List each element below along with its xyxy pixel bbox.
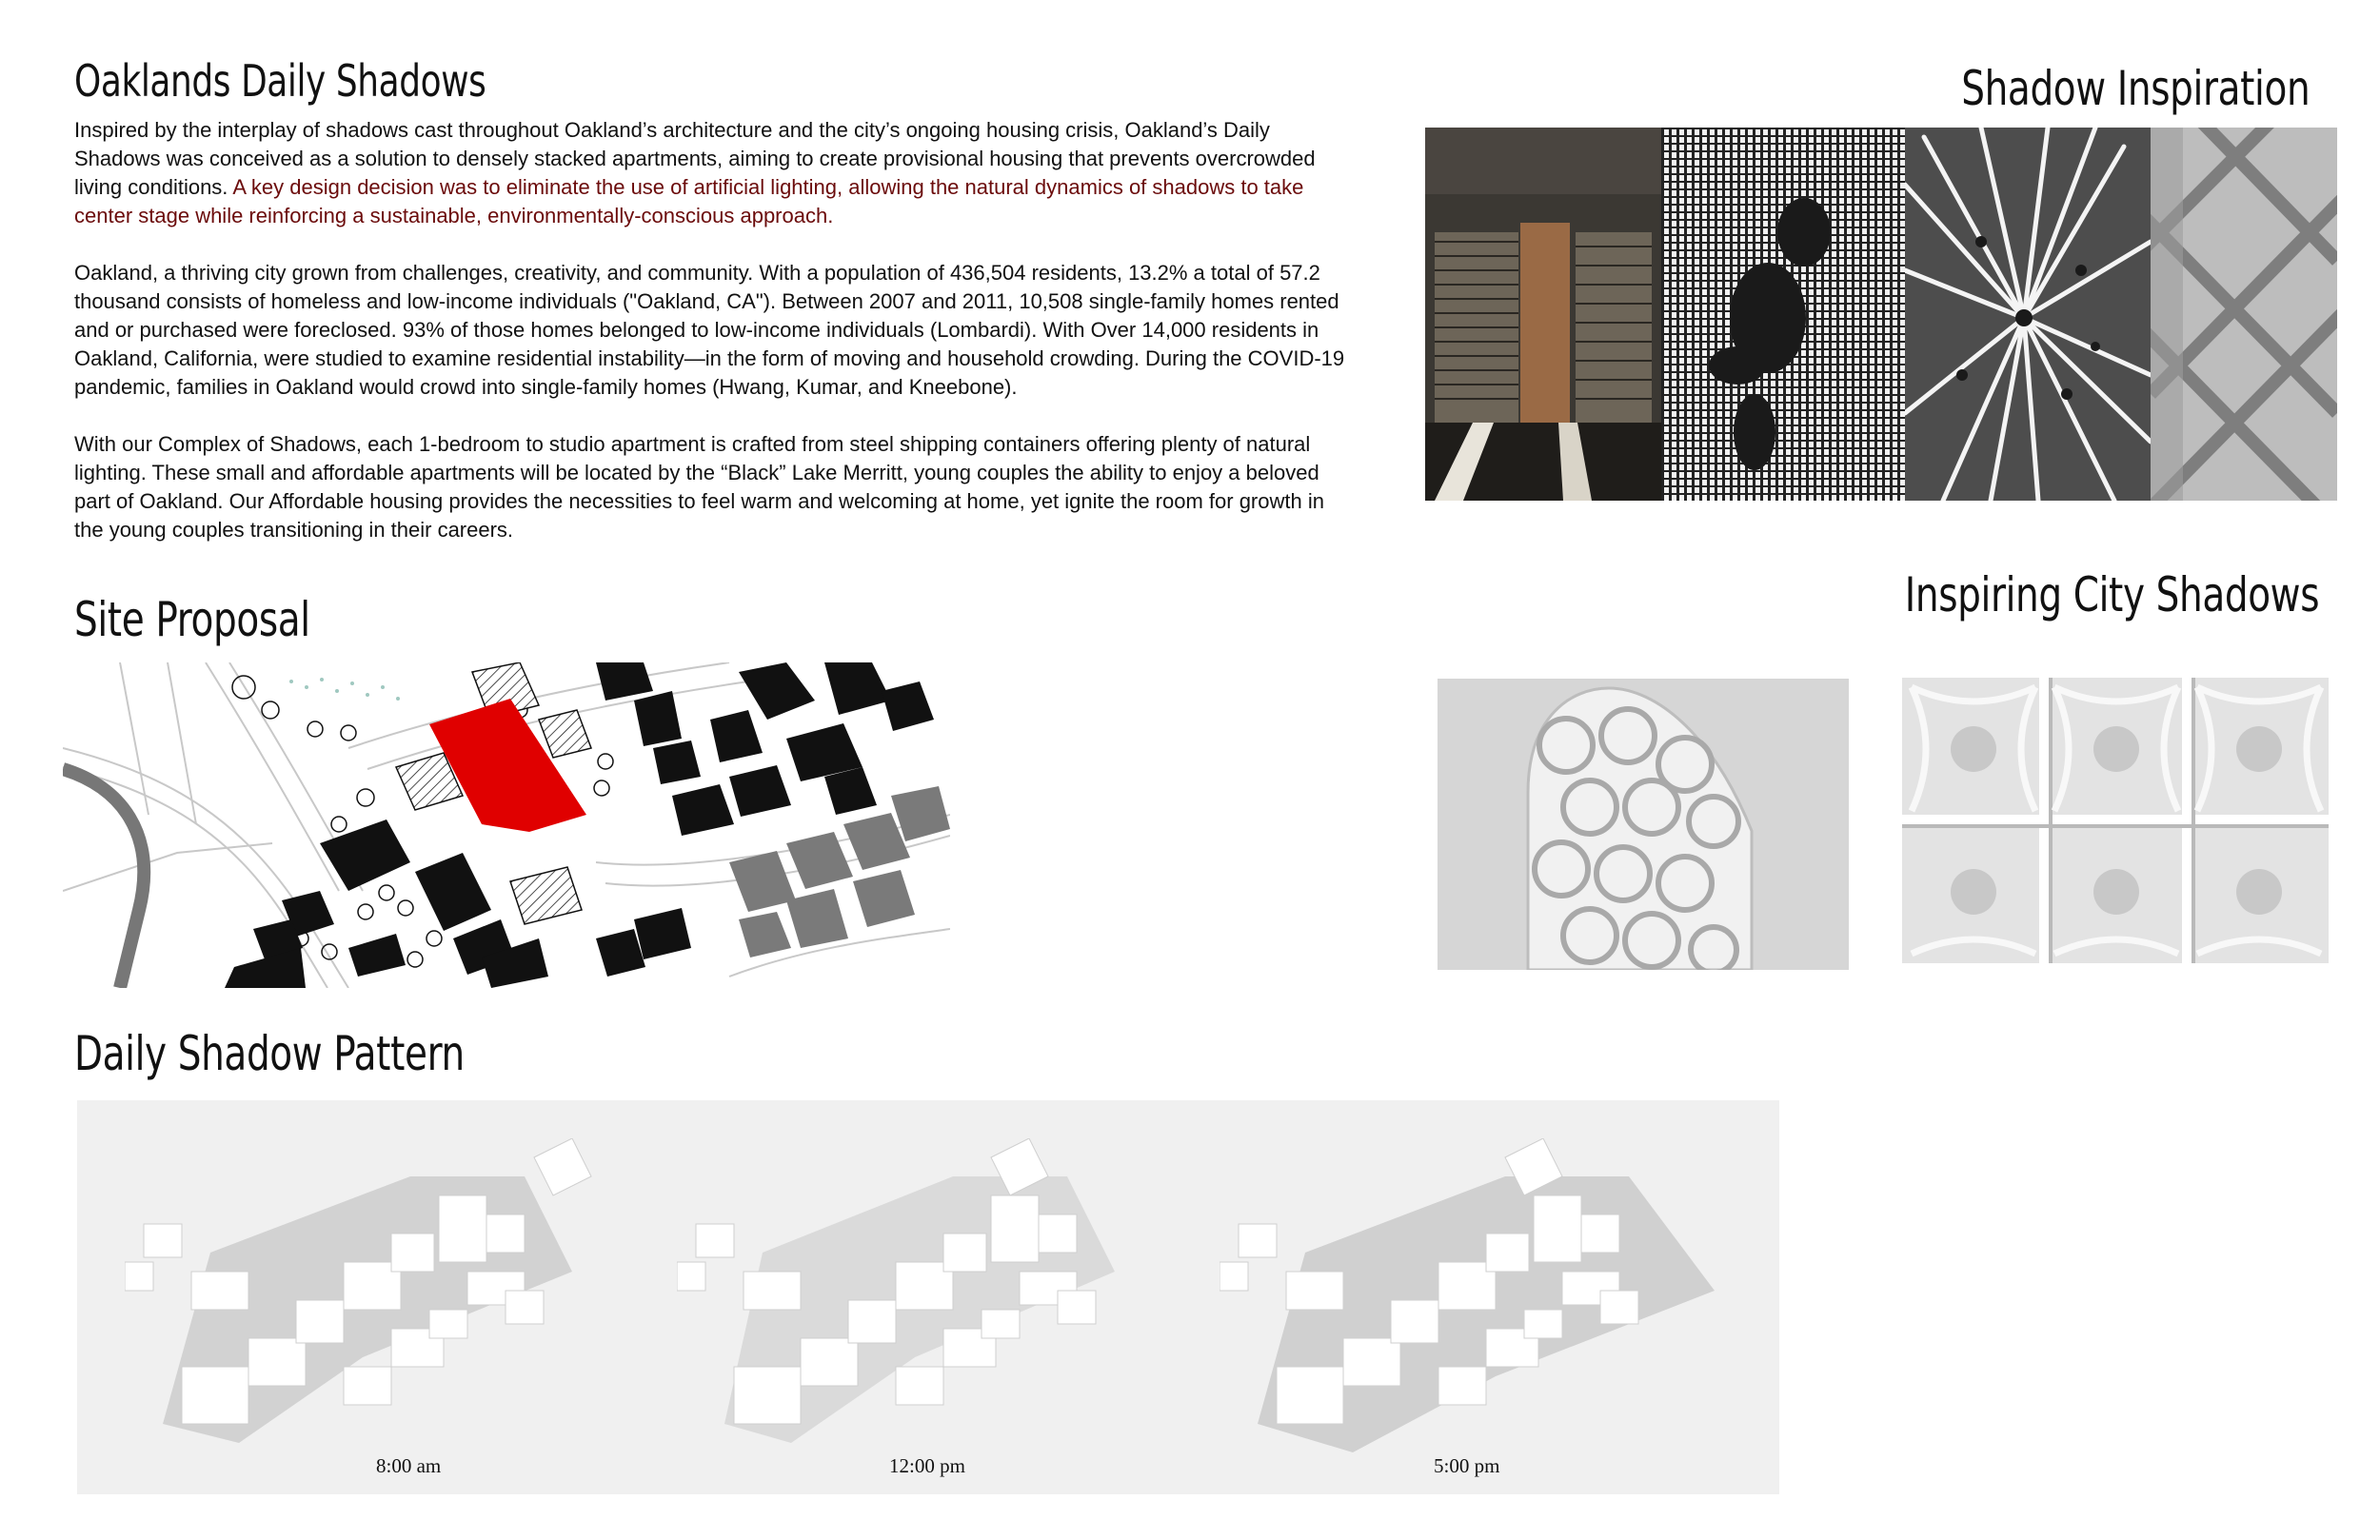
inspiration-photo-grating-figure	[1661, 128, 1905, 501]
shadow-inspiration-collage	[1425, 128, 2337, 501]
intro-paragraph-1	[74, 116, 1355, 230]
daily-shadow-pattern-panel	[77, 1100, 1779, 1494]
site-proposal-heading: Site Proposal	[74, 592, 310, 647]
city-shadow-render-arch	[1438, 679, 1849, 970]
caption-noon: 12:00 pm	[889, 1454, 965, 1477]
intro-paragraph-2: Oakland, a thriving city grown from challenges, creativity, and community. With a population of 436,504 residents, 13.2% a total of 57.2 thousand consists of homeless and low-income individuals ("Oakland, CA"). Between 2007 and 2011, 10,508 single-family homes rented and or purchased were foreclosed. 93% of those homes belonged to low-income individuals (Lombardi). With Over 14,000 residents in Oakland, California, were studied to examine residential instability—in the form of moving and household crowding. During the COVID-19 pandemic, families in Oakland would crowd into single-family homes (Hwang, Kumar, and Kneebone).	[74, 261, 1345, 399]
intro-text	[74, 116, 1355, 573]
inspiring-city-shadows-heading: Inspiring City Shadows	[1904, 567, 2319, 622]
caption-evening: 5:00 pm	[1434, 1454, 1500, 1477]
shadow-render-morning	[125, 1138, 639, 1452]
daily-shadow-pattern-heading: Daily Shadow Pattern	[74, 1026, 465, 1081]
inspiration-photo-screen-room	[1425, 128, 1661, 501]
page-title: Oaklands Daily Shadows	[74, 55, 486, 107]
city-shadow-render-lattice	[1902, 678, 2329, 963]
shadow-render-evening	[1220, 1138, 1734, 1452]
inspiration-photo-radiating-rods	[1905, 128, 2151, 501]
shadow-render-noon	[677, 1138, 1191, 1452]
intro-paragraph-3: With our Complex of Shadows, each 1-bedroom to studio apartment is crafted from steel shipping containers offering plenty of natural lighting. These small and affordable apartments will be located by the “Black” Lake Merritt, young couples the ability to enjoy a beloved part of Oakland. Our Affordable housing provides the necessities to feel warm and welcoming at home, yet ignite the room for growth in the young couples transitioning in their careers.	[74, 432, 1324, 542]
site-plan-map	[63, 662, 950, 988]
shadow-inspiration-heading: Shadow Inspiration	[1960, 61, 2310, 116]
intro-p1-highlight: A key design decision was to eliminate the use of artificial lighting, allowing the natural dynamics of shadows to take center stage while reinforcing a sustainable, environmentally-conscious approach.	[74, 175, 1304, 227]
inspiration-photo-lattice-shadow	[2151, 128, 2337, 501]
caption-morning: 8:00 am	[376, 1454, 442, 1477]
intro-p1-text: Inspired by the interplay of shadows cast throughout Oakland’s architecture and the city’s ongoing housing crisis, Oakland’s Daily Shadows was conceived as a solution to densely stacked apartments, aiming to create provisional housing that prevents overcrowded living conditions.	[74, 118, 1316, 199]
